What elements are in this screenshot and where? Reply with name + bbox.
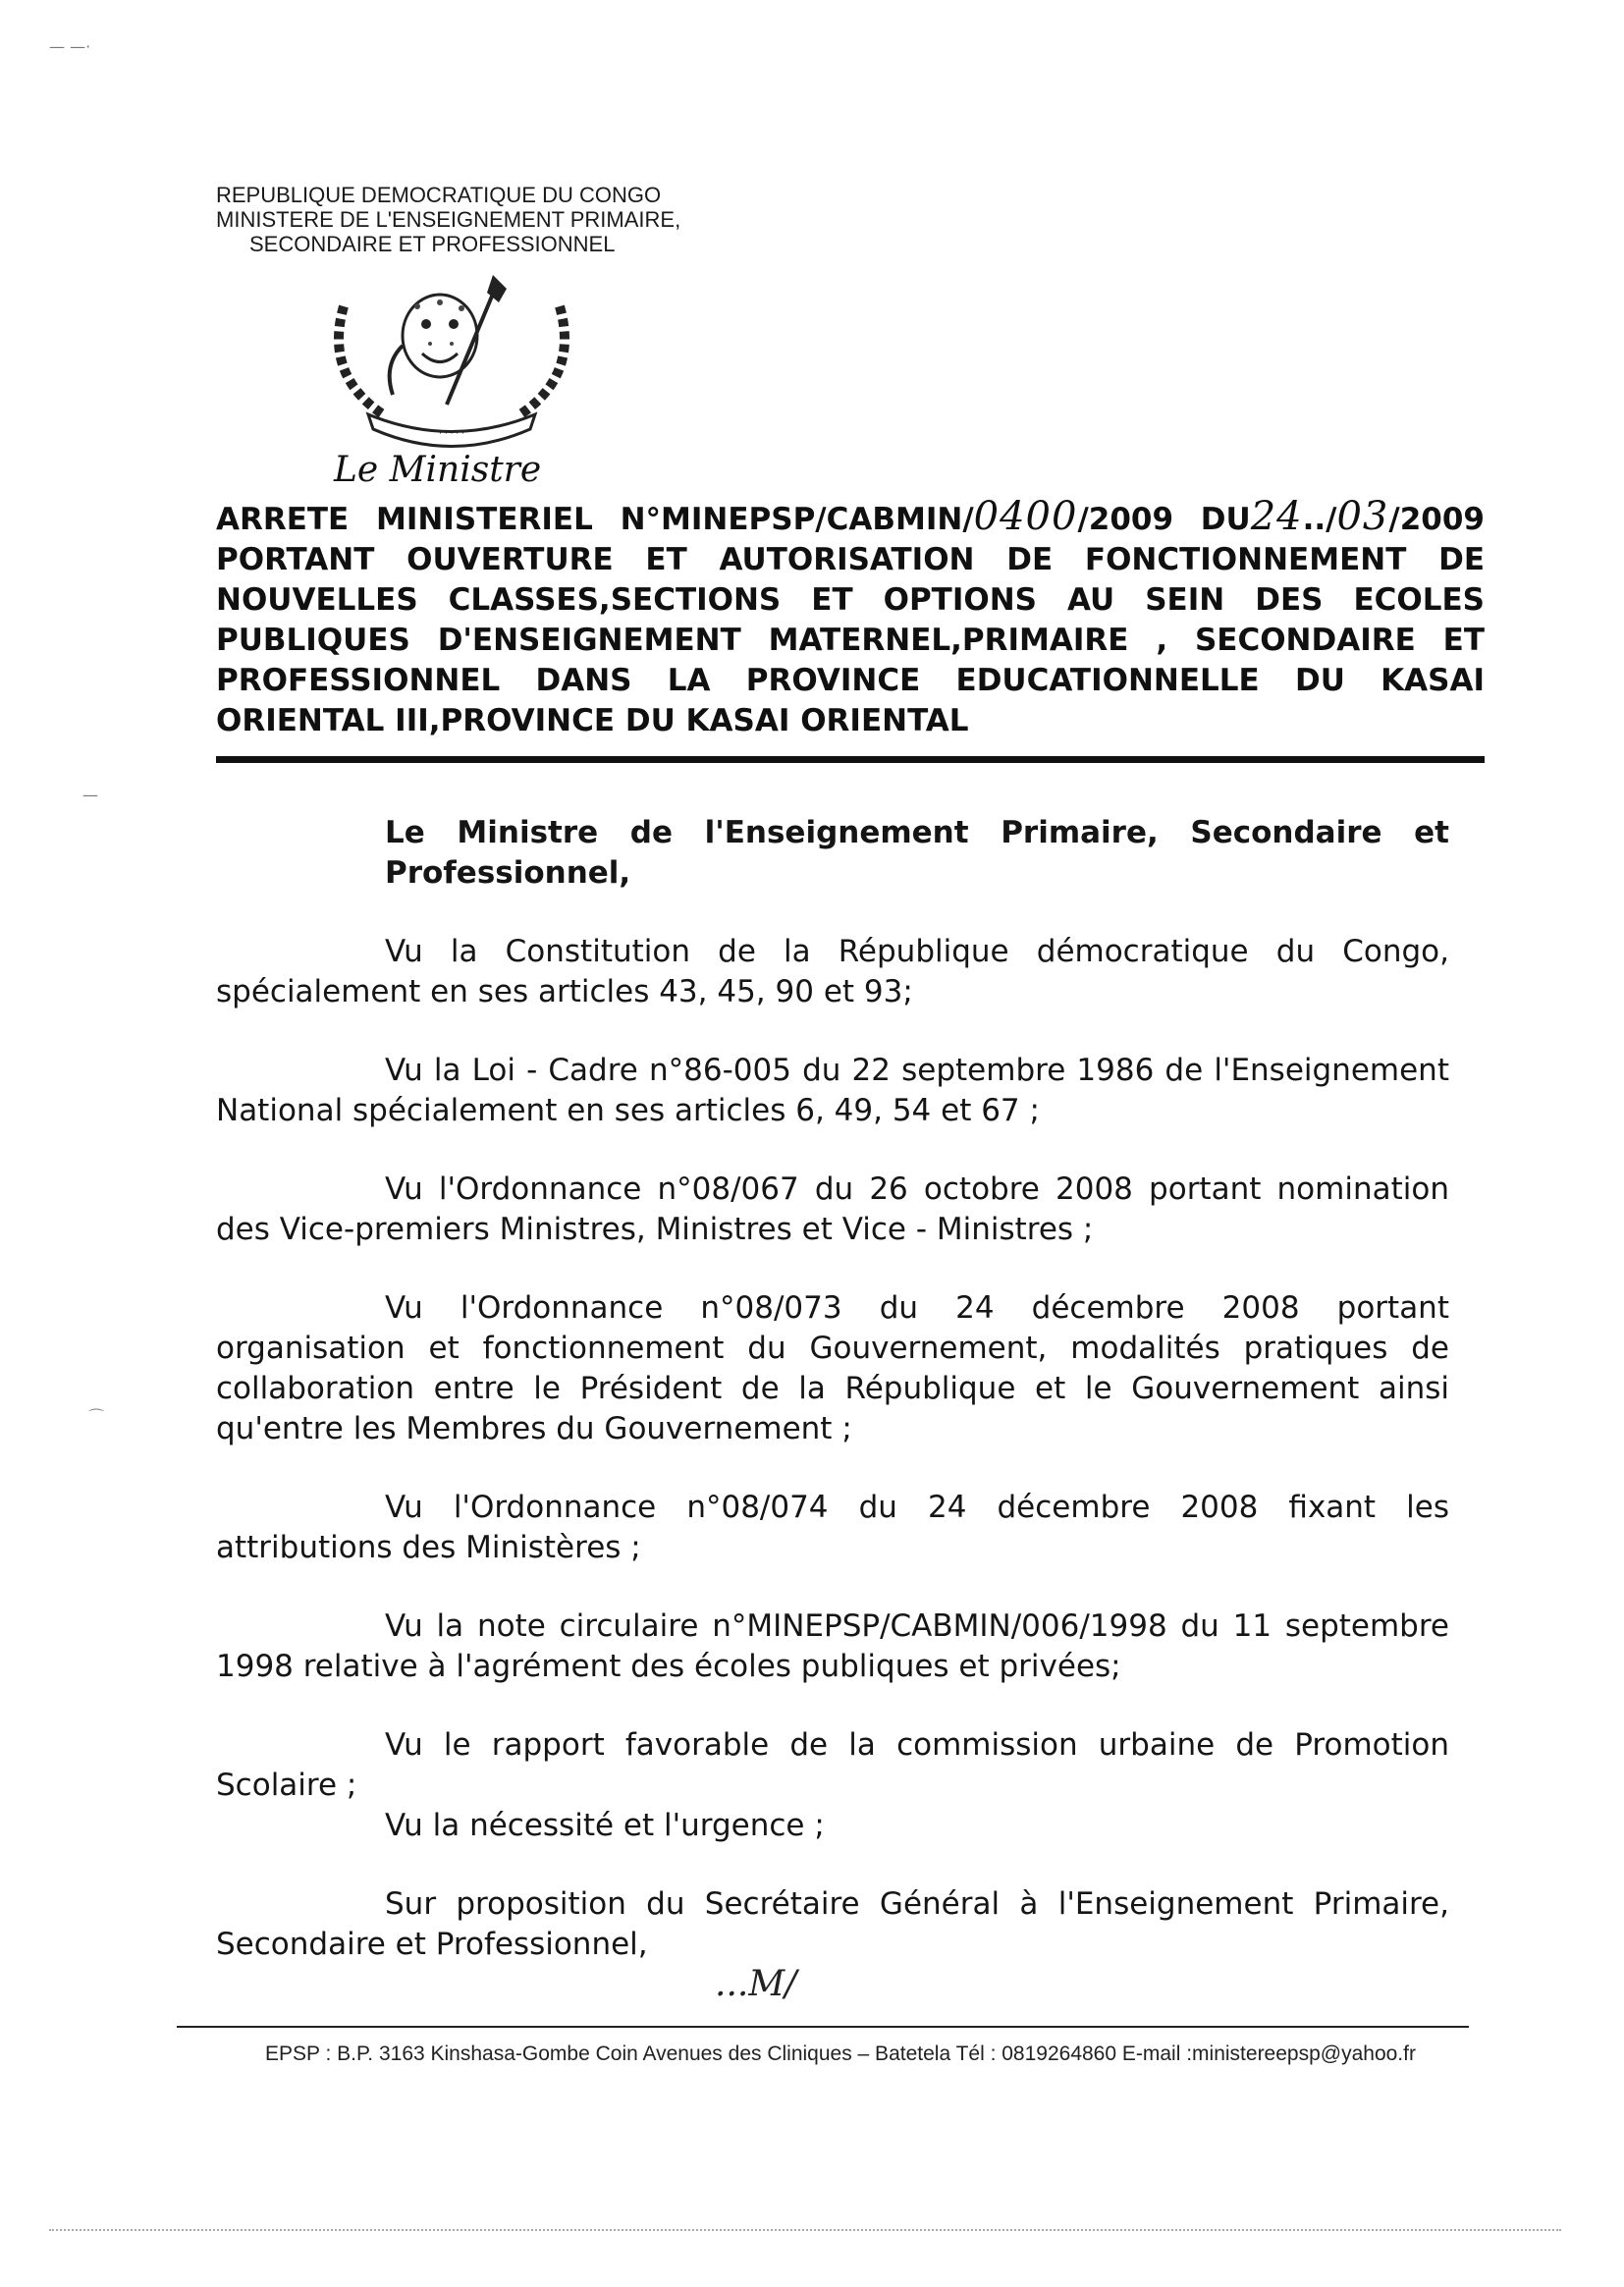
paragraph-loi-cadre: Vu la Loi - Cadre n°86-005 du 22 septembre 1986 de l'Enseignement National spécialement en ses articles 6, 49, 54 et 67 ; <box>216 1053 1449 1128</box>
paragraph-proposition: Sur proposition du Secrétaire Général à l'Enseignement Primaire, Secondaire et Professionnel, <box>216 1886 1449 1962</box>
paragraph-note-circulaire: Vu la note circulaire n°MINEPSP/CABMIN/006/1998 du 11 septembre 1998 relative à l'agrément des écoles publiques et privées; <box>216 1608 1449 1684</box>
heading-row-1: ARRETE MINISTERIEL N°MINEPSP/CABMIN/0400/2009 DU24../03/2009 <box>216 494 1485 539</box>
footer-divider <box>177 2026 1469 2028</box>
heading-row-5: PROFESSIONNEL DANS LA PROVINCE EDUCATIONNELLE DU KASAI <box>216 663 1485 698</box>
footer-address: EPSP : B.P. 3163 Kinshasa-Gombe Coin Avenues des Cliniques – Batetela Tél : 0819264860 E-mail :ministereepsp@yahoo.fr <box>265 2042 1416 2065</box>
svg-text:· · · · ·: · · · · · <box>439 429 464 439</box>
letterhead <box>216 183 766 256</box>
paragraph-ordonnance-073: Vu l'Ordonnance n°08/073 du 24 décembre 2008 portant organisation et fonctionnement du Gouvernement, modalités pratiques de collaboration entre le Président de la République et le Gouvernement ainsi qu'entre les Membres du Gouvernement ; <box>216 1290 1449 1446</box>
heading-row-2: PORTANT OUVERTURE ET AUTORISATION DE FONCTIONNEMENT DE <box>216 542 1485 577</box>
paragraph-constitution: Vu la Constitution de la République démocratique du Congo, spécialement en ses articles 43, 45, 90 et 93; <box>216 934 1449 1009</box>
decree-day: 24 <box>1250 494 1303 539</box>
heading-row-4: PUBLIQUES D'ENSEIGNEMENT MATERNEL,PRIMAIRE , SECONDAIRE ET <box>216 623 1485 658</box>
scan-speck: ⌒ <box>88 1407 105 1426</box>
decree-month: 03 <box>1336 494 1389 539</box>
paragraph-ordonnance-067: Vu l'Ordonnance n°08/067 du 26 octobre 2008 portant nomination des Vice-premiers Ministres, Ministres et Vice - Ministres ; <box>216 1171 1449 1247</box>
paragraph-urgence: Vu la nécessité et l'urgence ; <box>385 1808 825 1843</box>
minister-title: Le Ministre de l'Enseignement Primaire, Secondaire et Professionnel, <box>385 815 1449 891</box>
scan-edge <box>49 2229 1561 2231</box>
scan-speck: — —· <box>49 37 91 56</box>
heading-row-6: ORIENTAL III,PROVINCE DU KASAI ORIENTAL <box>216 703 969 738</box>
decree-heading <box>216 494 1485 741</box>
scan-speck: — <box>82 786 98 804</box>
decree-body <box>216 813 1449 1965</box>
letterhead-ministry-sub: SECONDAIRE ET PROFESSIONNEL <box>249 232 616 256</box>
paragraph-ordonnance-074: Vu l'Ordonnance n°08/074 du 24 décembre 2008 fixant les attributions des Ministères ; <box>216 1490 1449 1565</box>
initials-mark: ...M/ <box>715 1964 797 2004</box>
decree-number: 0400 <box>973 494 1078 539</box>
leopard-coat-of-arms-icon <box>324 267 579 454</box>
signatory-title: Le Ministre <box>334 450 542 490</box>
letterhead-republic: REPUBLIQUE DEMOCRATIQUE DU CONGO <box>216 183 662 207</box>
heading-row-3: NOUVELLES CLASSES,SECTIONS ET OPTIONS AU SEIN DES ECOLES <box>216 582 1485 618</box>
heading-divider <box>216 756 1485 763</box>
letterhead-ministry: MINISTERE DE L'ENSEIGNEMENT PRIMAIRE, <box>216 207 681 232</box>
paragraph-rapport: Vu le rapport favorable de la commission urbaine de Promotion Scolaire ; <box>216 1727 1449 1803</box>
